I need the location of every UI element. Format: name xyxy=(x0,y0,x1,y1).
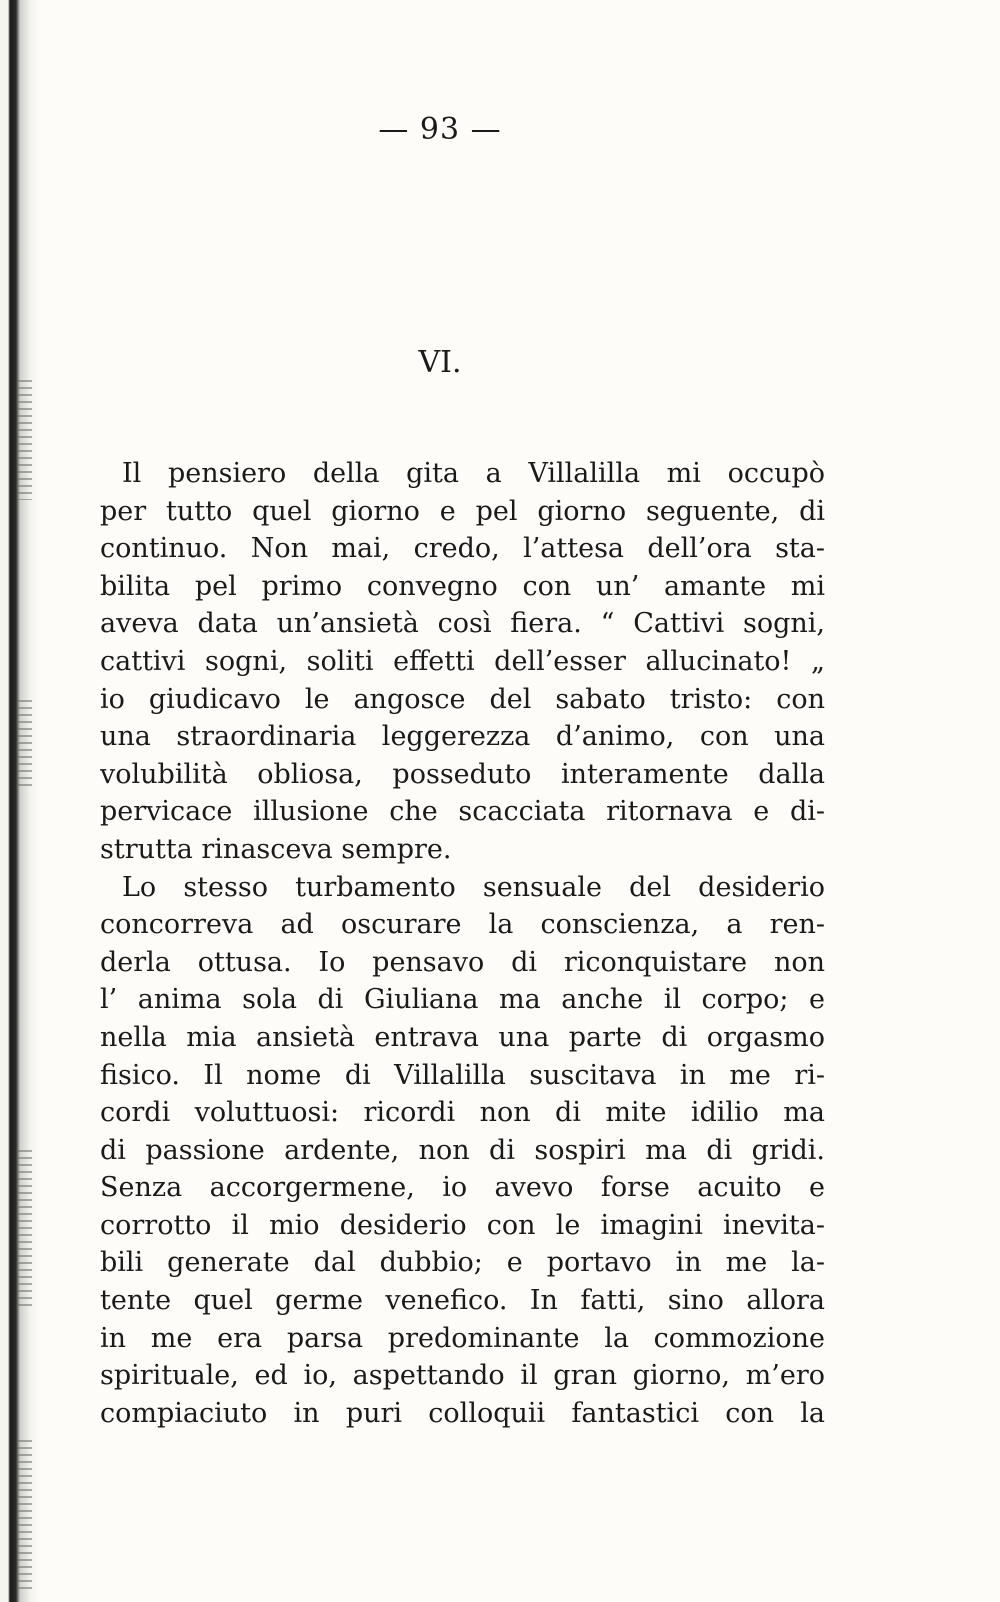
text-line: bilita pel primo convegno con un’ amante mi xyxy=(100,570,825,602)
spine-speck xyxy=(18,700,32,790)
text-line: una straordinaria leggerezza d’animo, con una xyxy=(100,721,825,753)
text-line: per tutto quel giorno e pel giorno seguente, di xyxy=(100,495,825,527)
text-line: pervicace illusione che scacciata ritornava e di- xyxy=(100,796,825,828)
text-line: l’ anima sola di Giuliana ma anche il corpo; e xyxy=(100,984,825,1016)
text-line: concorreva ad oscurare la conscienza, a ren- xyxy=(100,909,825,941)
text-line: corrotto il mio desiderio con le imagini inevita- xyxy=(100,1209,825,1241)
text-line: Il pensiero della gita a Villalilla mi occupò xyxy=(122,458,825,489)
spine-speck xyxy=(18,1440,32,1590)
text-line: cattivi sogni, soliti effetti dell’esser allucinato! „ xyxy=(100,645,825,677)
text-line: in me era parsa predominante la commozione xyxy=(100,1322,825,1354)
text-line: compiaciuto in puri colloquii fantastici con la xyxy=(100,1397,825,1429)
text-line: tente quel germe venefico. In fatti, sino allora xyxy=(100,1285,825,1317)
spine-speck xyxy=(18,380,32,500)
text-line: fisico. Il nome di Villalilla suscitava in me ri- xyxy=(100,1059,825,1091)
text-line: spirituale, ed io, aspettando il gran giorno, m’ero xyxy=(100,1360,825,1392)
text-line: strutta rinasceva sempre. xyxy=(100,833,452,865)
text-line: nella mia ansietà entrava una parte di orgasmo xyxy=(100,1021,825,1053)
text-line: io giudicavo le angosce del sabato tristo: con xyxy=(100,683,825,715)
text-line: volubilità obliosa, posseduto interamente dalla xyxy=(100,758,825,790)
text-line: Lo stesso turbamento sensuale del desiderio xyxy=(122,871,825,903)
spine-speck xyxy=(18,1150,32,1310)
text-line: derla ottusa. Io pensavo di riconquistare non xyxy=(100,946,825,978)
text-line: cordi voluttuosi: ricordi non di mite idilio ma xyxy=(100,1097,825,1129)
text-line: Senza accorgermene, io avevo forse acuito e xyxy=(100,1172,825,1204)
text-line: aveva data un’ansietà così fiera. “ Cattivi sogni, xyxy=(100,608,825,640)
text-line: di passione ardente, non di sospiri ma di gridi. xyxy=(100,1134,825,1166)
text-line: continuo. Non mai, credo, l’attesa dell’ora sta- xyxy=(100,533,825,565)
chapter-title: VI. xyxy=(418,345,462,380)
page-number: — 93 — xyxy=(378,112,502,147)
book-spine-shadow xyxy=(0,0,40,1602)
text-body xyxy=(100,455,825,1432)
text-line: bili generate dal dubbio; e portavo in me la- xyxy=(100,1247,825,1279)
